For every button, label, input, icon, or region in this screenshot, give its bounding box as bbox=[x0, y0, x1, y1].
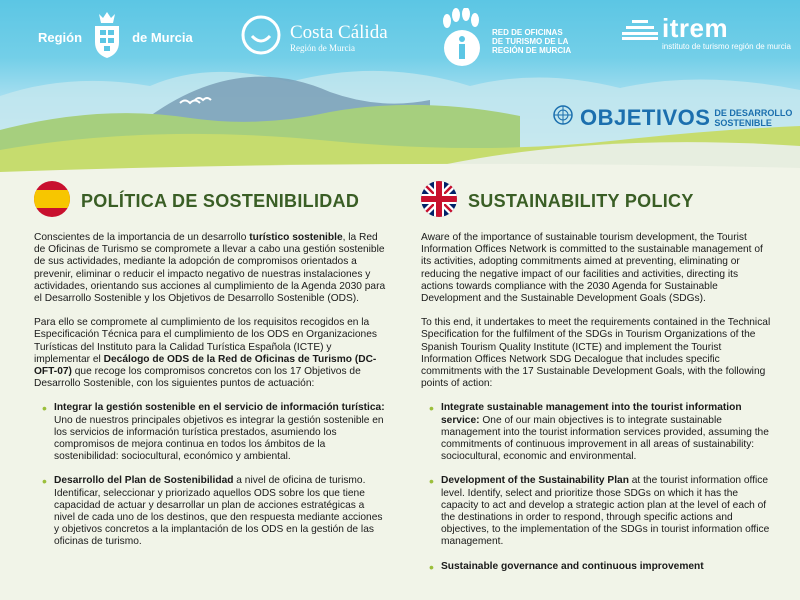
un-emblem-icon bbox=[552, 104, 574, 131]
red-oficinas-text: RED DE OFICINAS DE TURISMO DE LA REGIÓN DE MURCIA bbox=[492, 28, 572, 55]
text-segment: Integrar la gestión sostenible en el servicio de información turística: bbox=[54, 402, 385, 414]
logo-region-murcia bbox=[38, 8, 193, 67]
spanish-action-item-2 bbox=[54, 475, 386, 548]
text-segment: a nivel de oficina de turismo. Identificar, seleccionar y priorizado aquellos ODS sobre los que tiene capacidad de actuar y desarrollar un plan de acciones estratégicas a nivel de cada uno de los destinos, que den respuesta mediante acciones y objetivos concretos a la implantación de los ODS en la gestión de las oficinas de turismo. bbox=[54, 475, 383, 548]
english-section-heading bbox=[420, 180, 694, 223]
text-segment: Desarrollo del Plan de Sostenibilidad bbox=[54, 475, 234, 487]
logo-costa-calida bbox=[240, 14, 388, 61]
text-segment: Sustainable governance and continuous improvement bbox=[441, 560, 704, 572]
spanish-section-heading bbox=[33, 180, 359, 223]
uk-flag-icon bbox=[420, 180, 458, 223]
building-icon bbox=[622, 18, 658, 49]
text-segment: , la Red de Oficinas de Turismo se compromete a llevar a cabo una gestión sostenible de sus actividades, mediante la adopción de compromisos orientados a prevenir, eliminar o reducir el impacto negativo de nuestras instalaciones y actividades, orientando sus acciones al cumplimiento de la Agenda 2030 para el Desarrollo Sostenible y los Objetivos de Desarrollo Sostenible (ODS). bbox=[34, 232, 386, 305]
costa-calida-sub: Región de Murcia bbox=[290, 42, 355, 53]
spanish-paragraph-2 bbox=[34, 317, 386, 390]
spanish-column bbox=[34, 232, 386, 561]
english-column bbox=[421, 232, 773, 585]
logo-murcia-right-text: de Murcia bbox=[132, 30, 193, 45]
english-action-item-1 bbox=[441, 402, 773, 463]
ods-main-label: OBJETIVOS bbox=[580, 104, 711, 130]
sun-smile-icon bbox=[240, 14, 282, 61]
ods-sub-label: DE DESARROLLO SOSTENIBLE bbox=[714, 107, 793, 128]
spanish-paragraph-1 bbox=[34, 232, 386, 305]
ods-badge bbox=[552, 104, 792, 131]
itrem-name: itrem bbox=[662, 13, 729, 43]
english-paragraph-2 bbox=[421, 317, 773, 390]
text-segment: at the tourist information office level. Identify, select and prioritize those SDGs on which it has the capacity to act and develop a strategic action plan at the level of each of the destinations in order to respond, through specific actions and objectives, to the implementation of the SDGs in tourist information office management. bbox=[441, 475, 770, 548]
english-action-item-2 bbox=[441, 475, 773, 548]
english-paragraph-1 bbox=[421, 232, 773, 305]
text-segment: Uno de nuestros principales objetivos es integrar la gestión sostenible en los servicios de información turística prestados, asumiendo los compromisos de mejora continua en todos los ámbitos de la sostenibilidad: sociocultural, económico y ambiental. bbox=[54, 414, 384, 463]
text-segment: One of our main objectives is to integrate sustainable management into the tourist information services provided, assuming the commitments of continuous improvement in all areas of sustainability: sociocultural, economic and environmental. bbox=[441, 414, 769, 463]
text-segment: Integrate sustainable management into the tourist information service: bbox=[441, 402, 742, 426]
text-segment: que recoge los compromisos concretos con los 17 Objetivos de Desarrollo Sostenible, con los siguientes puntos de actuación: bbox=[34, 366, 361, 390]
itrem-sub: instituto de turismo región de murcia bbox=[662, 42, 791, 51]
text-segment: Para ello se compromete al cumplimiento de los requisitos recogidos en la Especificación Técnica para el cumplimiento de los ODS en Organizaciones Turísticas del Instituto para la Calidad Turística Española (ICTE) y implementar el bbox=[34, 317, 377, 365]
text-segment: To this end, it undertakes to meet the requirements contained in the Technical Specification for the fulfilment of the SDGs in Tourism Organizations of the Spanish Tourism Quality Institute (ICTE) and implement the Tourist Information Offices Network SDG Decalogue that includes specific commitments with the 17 Sustainable Development Goals, with the following points of action: bbox=[421, 317, 771, 390]
logo-murcia-left-text: Región bbox=[38, 30, 83, 45]
info-hand-icon bbox=[438, 8, 486, 75]
text-segment: Conscientes de la importancia de un desarrollo bbox=[34, 232, 250, 243]
logo-itrem bbox=[622, 13, 791, 51]
spanish-section-title: POLÍTICA DE SOSTENIBILIDAD bbox=[81, 191, 360, 211]
spain-flag-icon bbox=[33, 180, 71, 223]
english-section-title: SUSTAINABILITY POLICY bbox=[468, 191, 694, 211]
spanish-action-item-1 bbox=[54, 402, 386, 463]
text-segment: Aware of the importance of sustainable tourism development, the Tourist Information Offices Network is committed to the sustainable management of its activities, adopting commitments aimed at preventing, eliminating or reducing the negative impact of our facilities and activities, directing its actions towards compliance with the 2030 Agenda for Sustainable Development and the Sustainable Development Goals (SDGs). bbox=[421, 232, 763, 305]
costa-calida-name: Costa Cálida bbox=[290, 21, 388, 43]
logo-red-oficinas bbox=[438, 8, 592, 75]
text-segment: Development of the Sustainability Plan bbox=[441, 475, 629, 487]
spanish-action-list bbox=[34, 402, 386, 548]
murcia-shield-icon bbox=[90, 8, 124, 67]
english-action-item-3 bbox=[441, 561, 773, 573]
text-segment: turístico sostenible bbox=[249, 232, 343, 243]
text-segment: Decálogo de ODS de la Red de Oficinas de Turismo (DC-OFT-07) bbox=[34, 353, 377, 378]
header-banner bbox=[0, 0, 800, 180]
english-action-list bbox=[421, 402, 773, 572]
